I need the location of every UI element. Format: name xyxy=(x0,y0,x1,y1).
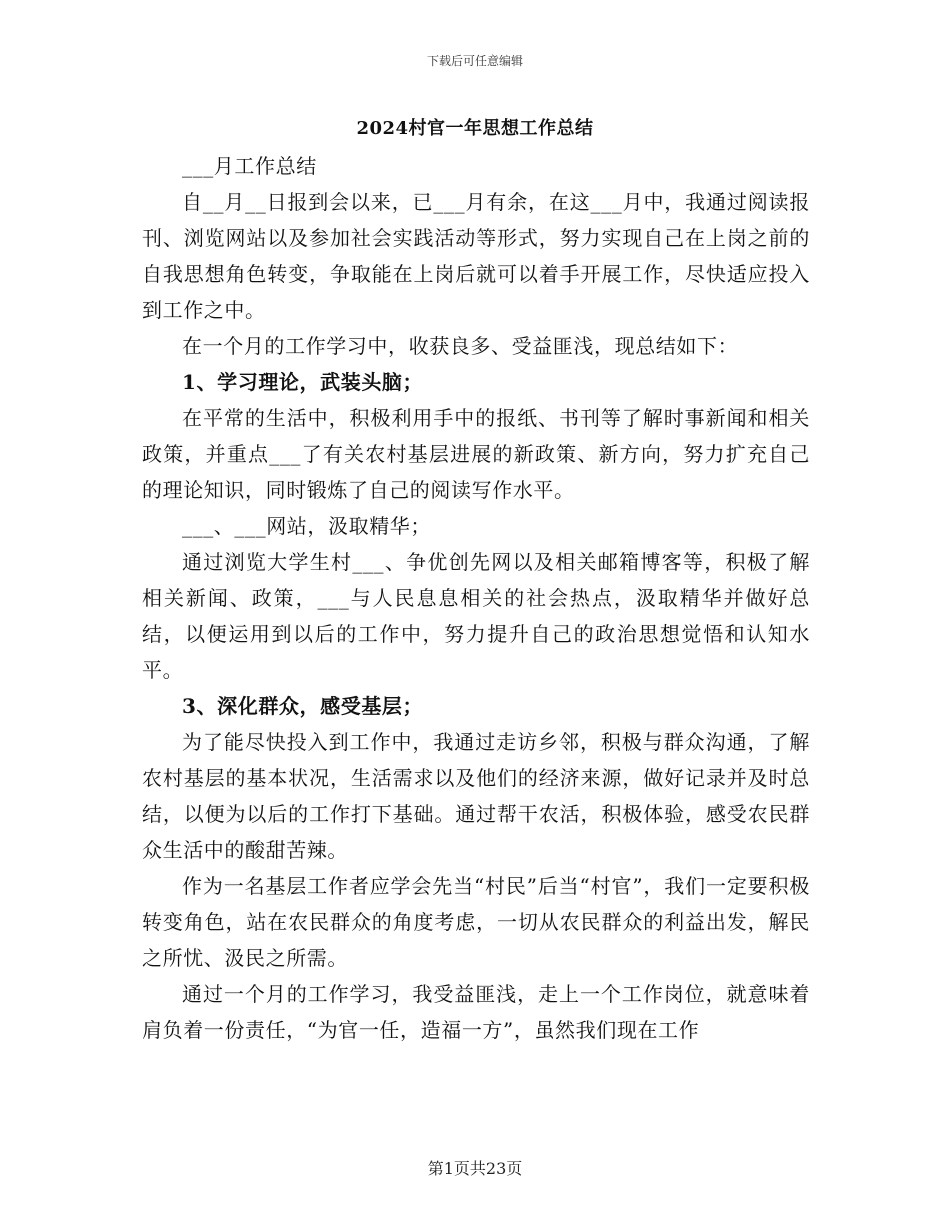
section-heading-2: ___、___网站，汲取精华； xyxy=(182,514,431,538)
section-heading-1: 1、学习理论，武装头脑； xyxy=(182,370,424,394)
page-number: 第1页共23页 xyxy=(427,1159,523,1178)
paragraph-section-3: 为了能尽快投入到工作中，我通过走访乡邻，积极与群众沟通，了解农村基层的基本状况，生活需求以及他们的经济来源，做好记录并及时总结，以便为以后的工作打下基础。通过帮干农活，积极体验，感受农民群众生活中的酸甜苦辣。 xyxy=(142,730,810,862)
paragraph-conclusion: 通过一个月的工作学习，我受益匪浅，走上一个工作岗位，就意味着肩负着一份责任，“为官一任，造福一方”，虽然我们现在工作 xyxy=(142,982,810,1042)
paragraph-role-change: 作为一名基层工作者应学会先当“村民”后当“村官”，我们一定要积极转变角色，站在农民群众的角度考虑，一切从农民群众的利益出发，解民之所忧、汲民之所需。 xyxy=(142,874,810,970)
document-body xyxy=(142,148,810,1048)
paragraph-section-1: 在平常的生活中，积极利用手中的报纸、书刊等了解时事新闻和相关政策，并重点___了有关农村基层进展的新政策、新方向，努力扩充自己的理论知识，同时锻炼了自己的阅读写作水平。 xyxy=(142,406,810,502)
paragraph-summary-lead: 在一个月的工作学习中，收获良多、受益匪浅，现总结如下： xyxy=(182,334,739,358)
header-note: 下载后可任意编辑 xyxy=(426,54,523,68)
paragraph-intro: 自__月__日报到会以来，已___月有余，在这___月中，我通过阅读报刊、浏览网站以及参加社会实践活动等形式，努力实现自己在上岗之前的自我思想角色转变，争取能在上岗后就可以着手开展工作，尽快适应投入到工作之中。 xyxy=(142,190,810,322)
paragraph-section-2: 通过浏览大学生村___、争优创先网以及相关邮箱博客等，积极了解相关新闻、政策，___与人民息息相关的社会热点，汲取精华并做好总结，以便运用到以后的工作中，努力提升自己的政治思想觉悟和认知水平。 xyxy=(142,550,810,682)
paragraph-month-summary: ___月工作总结 xyxy=(182,154,317,178)
document-title: 2024村官一年思想工作总结 xyxy=(356,118,594,139)
section-heading-3: 3、深化群众，感受基层； xyxy=(182,694,424,718)
